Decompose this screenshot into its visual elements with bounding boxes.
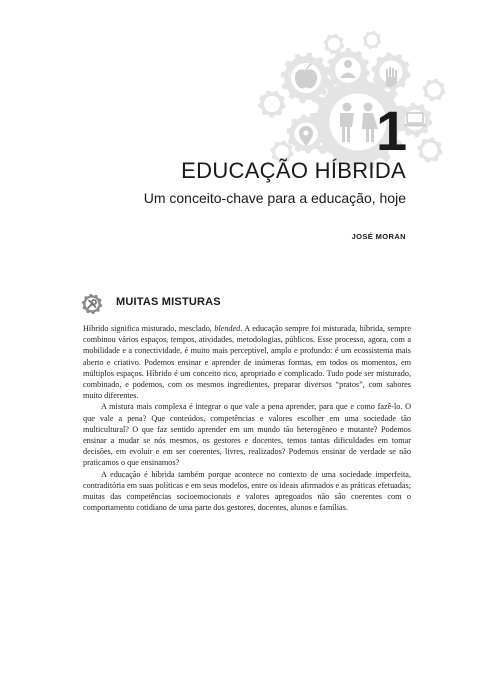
- tools-gear-icon: [80, 292, 104, 316]
- person-icon: [326, 48, 370, 92]
- author-name: JOSÉ MORAN: [351, 232, 406, 241]
- gear-icon: [363, 31, 381, 49]
- gear-icon: [258, 90, 286, 118]
- paragraph: A mistura mais complexa é integrar o que vale a pena aprender, para que e como fazê-lo. O que vale a pena? Que conteúdos, competências e valores escolher em uma sociedade tão multicultural? O que faz sentido aprender em um mundo tão heterogêneo e mutante? Podemos ensinar a mudar se nós mesmos, os gestores e docentes, temos tantas dificuldades em tomar decisões, em evoluir e em ser coerentes, livres, realizados? Podemos ensinar de verdade se não praticamos o que ensinamos?: [83, 402, 411, 468]
- section-heading: MUITAS MISTURAS: [116, 296, 221, 308]
- gear-icon: [324, 34, 345, 55]
- chapter-title: EDUCAÇÃO HÍBRIDA: [181, 158, 406, 183]
- chapter-header-gears-illustration: [0, 0, 493, 260]
- gear-icon: [417, 137, 442, 162]
- body-text: [83, 323, 411, 513]
- paragraph: A educação é híbrida também porque acontece no contexto de uma sociedade imperfeita, contraditória em suas políticas e em seus modelos, entre os ideais afirmados e as práticas efetuadas; muitas das competências socioemocionais e valores apregoados não são coerentes com o comportamento cotidiano de uma parte dos gestores, docentes, alunos e famílias.: [83, 469, 411, 513]
- gear-icon: [423, 79, 446, 102]
- paragraph: Híbrido significa misturado, mesclado, blended. A educação sempre foi misturada, híbrida, sempre combinou vários espaços, tempos, atividades, metodologias, públicos. Esse processo, agora, com a mobilidade e a conectividade, é muito mais perceptível, amplo e profundo: é um ecossistema mais aberto e criativo. Podemos ensinar e aprender de inúmeras formas, em todos os momentos, em múltiplos espaços. Híbrido é um conceito rico, apropriado e complicado. Tudo pode ser misturado, combinado, e podemos, com os mesmos ingredientes, preparar diversos “pratos”, com sabores muito diferentes.: [83, 324, 411, 401]
- chapter-subtitle: Um conceito-chave para a educação, hoje: [143, 190, 406, 206]
- chapter-number: 1: [376, 99, 408, 162]
